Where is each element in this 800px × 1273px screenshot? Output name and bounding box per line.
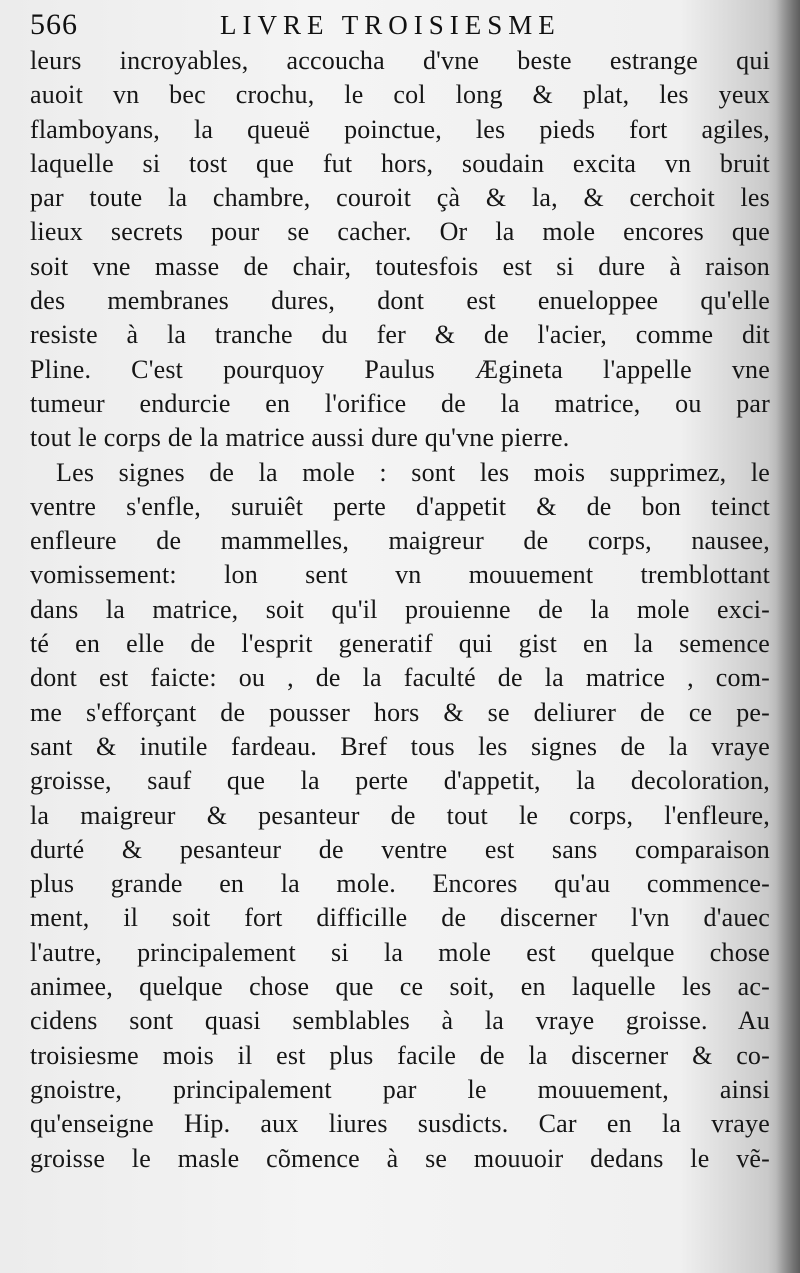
text-line: dont est faicte: ou , de la faculté de la matrice , com- — [30, 663, 770, 693]
text-line: tumeur endurcie en l'orifice de la matrice, ou par — [30, 388, 770, 418]
text-line: gnoistre, principalement par le mouuement, ainsi — [30, 1074, 770, 1104]
text-line: flamboyans, la queuë poinctue, les pieds fort agiles, — [30, 114, 770, 144]
running-head: LIVRE TROISIESME — [220, 10, 561, 40]
text-line: enfleure de mammelles, maigreur de corps, nausee, — [30, 526, 770, 556]
text-line: me s'efforçant de pousser hors & se deliurer de ce pe- — [30, 697, 770, 727]
text-line: plus grande en la mole. Encores qu'au commence- — [30, 869, 770, 899]
text-line: ventre s'enfle, suruiêt perte d'appetit & de bon teinct — [30, 491, 770, 521]
text-line: durté & pesanteur de ventre est sans comparaison — [30, 834, 770, 864]
text-line: cidens sont quasi semblables à la vraye groisse. Au — [30, 1006, 770, 1036]
text-line: tout le corps de la matrice aussi dure qu'vne pierre. — [30, 423, 570, 453]
text-line: soit vne masse de chair, toutesfois est si dure à raison — [30, 251, 770, 281]
text-line: laquelle si tost que fut hors, soudain excita vn bruit — [30, 148, 770, 178]
text-line: ment, il soit fort difficille de discerner l'vn d'auec — [30, 903, 770, 933]
text-line: lieux secrets pour se cacher. Or la mole encores que — [30, 217, 770, 247]
text-line: leurs incroyables, accoucha d'vne beste estrange qui — [30, 46, 770, 75]
paragraph-start-line: Les signes de la mole : sont les mois supprimez, le — [56, 457, 770, 487]
body-text — [30, 44, 770, 1176]
text-line: par toute la chambre, couroit çà & la, & cerchoit les — [30, 183, 770, 213]
text-line: l'autre, principalement si la mole est quelque chose — [30, 937, 770, 967]
page-edge-shadow — [776, 0, 800, 1273]
text-line: vomissement: lon sent vn mouuement tremblottant — [30, 560, 770, 590]
text-line: té en elle de l'esprit generatif qui gist en la semence — [30, 629, 770, 659]
text-line: auoit vn bec crochu, le col long & plat, les yeux — [30, 80, 770, 110]
text-line: la maigreur & pesanteur de tout le corps, l'enfleure, — [30, 800, 770, 830]
text-line: animee, quelque chose que ce soit, en laquelle les ac- — [30, 972, 770, 1002]
text-line: dans la matrice, soit qu'il prouienne de la mole exci- — [30, 594, 770, 624]
page-header — [30, 6, 770, 46]
page-number: 566 — [30, 8, 78, 41]
text-line: troisiesme mois il est plus facile de la discerner & co- — [30, 1040, 770, 1070]
text-line: Pline. C'est pourquoy Paulus Ægineta l'appelle vne — [30, 354, 770, 384]
text-line: des membranes dures, dont est enueloppee qu'elle — [30, 286, 770, 316]
text-line: groisse le masle cõmence à se mouuoir dedans le vẽ- — [30, 1143, 770, 1173]
text-line: qu'enseigne Hip. aux liures susdicts. Car en la vraye — [30, 1109, 770, 1139]
text-line: groisse, sauf que la perte d'appetit, la decoloration, — [30, 766, 770, 796]
text-line: sant & inutile fardeau. Bref tous les signes de la vraye — [30, 731, 770, 761]
text-line: resiste à la tranche du fer & de l'acier, comme dit — [30, 320, 770, 350]
